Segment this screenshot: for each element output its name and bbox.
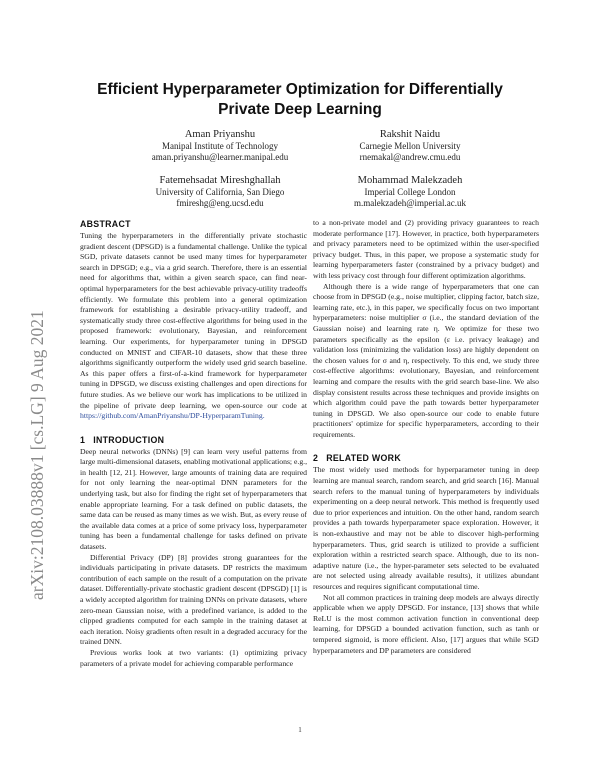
section-title: RELATED WORK [326, 453, 401, 464]
section-number: 1 [80, 434, 86, 445]
author-affiliation: Imperial College London [364, 187, 456, 197]
author-email: m.malekzadeh@imperial.ac.uk [354, 198, 466, 208]
title-line-1: Efficient Hyperparameter Optimization for Differentially [97, 81, 503, 98]
paragraph: to a non-private model and (2) providing privacy guarantees to reach moderate performance [17]. However, in practice, both hyperparameters and privacy parameters need to be optimized within the user-specified privacy budget. Thus, in this paper, we propose a systematic study for learning hyperparameters faster (constrained by a privacy budget) and with less privacy cost through four different optimization algorithms. [313, 218, 539, 280]
author-name: Mohammad Malekzadeh [357, 175, 463, 186]
author-block [300, 128, 520, 163]
abstract-heading: ABSTRACT [80, 219, 131, 229]
page-number: 1 [298, 726, 302, 734]
author-email: rnemakal@andrew.cmu.edu [359, 152, 461, 162]
left-column [80, 218, 307, 669]
arxiv-identifier-text: arXiv:2108.03888v1 [cs.LG] 9 Aug 2021 [27, 310, 47, 600]
author-name: Fatemehsadat Mireshghallah [159, 175, 281, 186]
author-name: Rakshit Naidu [379, 129, 441, 140]
section-title: INTRODUCTION [93, 434, 165, 445]
abstract-body: Tuning the hyperparameters in the differentially private stochastic gradient descent (DPSGD) is a fundamental challenge. Unlike the typical SGD, private datasets cannot be used many times for hyperparameter search in DPSGD; e.g., via a grid search. Therefore, there is an essential need for algorithms that, within a given search space, can find near-optimal hyperparameters for the best achievable privacy-utility tradeoffs efficiently. We formulate this problem into a general optimization framework for establishing a desirable privacy-utility tradeoff, and systematically study three cost-effective algorithms for being used in the proposed framework: evolutionary, Bayesian, and reinforcement learning. Our experiments, for hyperparameter tuning in DPSGD conducted on MNIST and CIFAR-10 datasets, show that these three algorithms significantly outperform the widely used grid search baseline. As this paper offers a first-of-a-kind framework for hyperparameter tuning in DPSGD, we discuss existing challenges and open directions for future studies. As we believe our work has implications to be utilized in the pipeline of private deep learning, we open-source our code at [80, 231, 307, 410]
paragraph: Differential Privacy (DP) [8] provides strong guarantees for the individuals participating in private datasets. DP restricts the maximum contribution of each sample on the result of a computation on the private dataset. Differentially-private stochastic gradient descent (DPSGD) [1] is a widely accepted algorithm for training DNNs on private datasets, where zero-mean Gaussian noise, with a predefined variance, is added to the clipped gradients computed for each sample in the training dataset at each iteration. Noisy gradients often result in a degraded accuracy for the trained DNN. [80, 552, 307, 647]
author-affiliation: Carnegie Mellon University [359, 141, 461, 151]
title-line-2: Private Deep Learning [218, 101, 382, 118]
section-heading-related-work [313, 452, 539, 464]
author-block [300, 174, 520, 209]
paragraph: Deep neural networks (DNNs) [9] can learn very useful patterns from large multi-dimensional datasets, enabling motivational applications; e.g., in health [12, 21]. However, large amounts of training data are required for not only learning the near-optimal DNN parameters for the underlying task, but also for finding the right set of hyperparameters that enable appropriate learning. For a task defined on public datasets, the same data can be reused as many times as we wish. But, as every reuse of the available data comes at a price of some privacy loss, hyperparameter tuning has been a fundamental challenge for tasks defined on private datasets. [80, 446, 308, 552]
author-email: fmireshg@eng.ucsd.edu [176, 198, 264, 208]
author-block [110, 128, 330, 163]
right-column [313, 218, 539, 656]
abstract-text [80, 231, 307, 422]
paragraph: The most widely used methods for hyperparameter tuning in deep learning are manual search, random search, and grid search [16]. Manual search refers to the manual tuning of hyperparameters by individuals experimenting on a deep neural network. This method is frequently used due to prior experiences and intuition. On the other hand, random search provides a path towards hyperparameter space exploration. However, it is non-exhaustive and may not be able to discover high-performing hyperparameters. Thus, grid search is utilized to provide a sufficient exploration within a restricted search space. Although, due to its non-adaptive nature (i.e., the hyper-parameter sets selected to be evaluated are not selected using already available results), it utilizes abundant resources and requires significant computational time. [313, 465, 539, 591]
author-affiliation: Manipal Institute of Technology [162, 141, 278, 151]
author-email: aman.priyanshu@learner.manipal.edu [151, 152, 289, 162]
paper-title [60, 80, 540, 120]
code-link[interactable]: https://github.com/AmanPriyanshu/DP-HyperparamTuning. [80, 411, 265, 421]
paragraph: Although there is a wide range of hyperparameters that one can choose from in DPSGD (e.g., noise multiplier, clipping factor, batch size, learning rate, etc.), in this paper, we specifically focus on two important hyperparameters: noise multiplier σ (i.e., the standard deviation of the Gaussian noise) and learning rate η. We optimize for these two parameters specifically as the epsilon (ε i.e. privacy leakage) and validation loss (minimizing the validation loss) are highly dependent on the chosen values for σ and η, respectively. To this end, we study three cost-effective algorithms: evolutionary, Bayesian, and reinforcement learning and compare the results with the grid search base-line. We also display consistent results across these techniques and provide insights on which algorithm could pave the path towards better hyperparameter tuning in DPSGD. We also open-source our code to enable future practitioners' optimize for specific hyperparameters, according to their requirements. [313, 281, 539, 439]
paragraph: Not all common practices in training deep models are always directly applicable when we apply DPSGD. For instance, [13] shows that while ReLU is the most common activation function in conventional deep learning, for DPSGD a bounded activation function, such as tanh or tempered sigmoid, is more efficient. Also, [17] argues that while SGD hyperparameters and DP parameters are considered [313, 592, 539, 655]
paragraph: Previous works look at two variants: (1) optimizing privacy parameters of a private model for achieving comparable performance [80, 647, 307, 668]
section-number: 2 [313, 453, 319, 464]
arxiv-identifier [22, 160, 52, 600]
author-block [110, 174, 330, 209]
section-heading-introduction [80, 434, 307, 446]
author-affiliation: University of California, San Diego [155, 187, 285, 197]
author-name: Aman Priyanshu [184, 129, 256, 140]
